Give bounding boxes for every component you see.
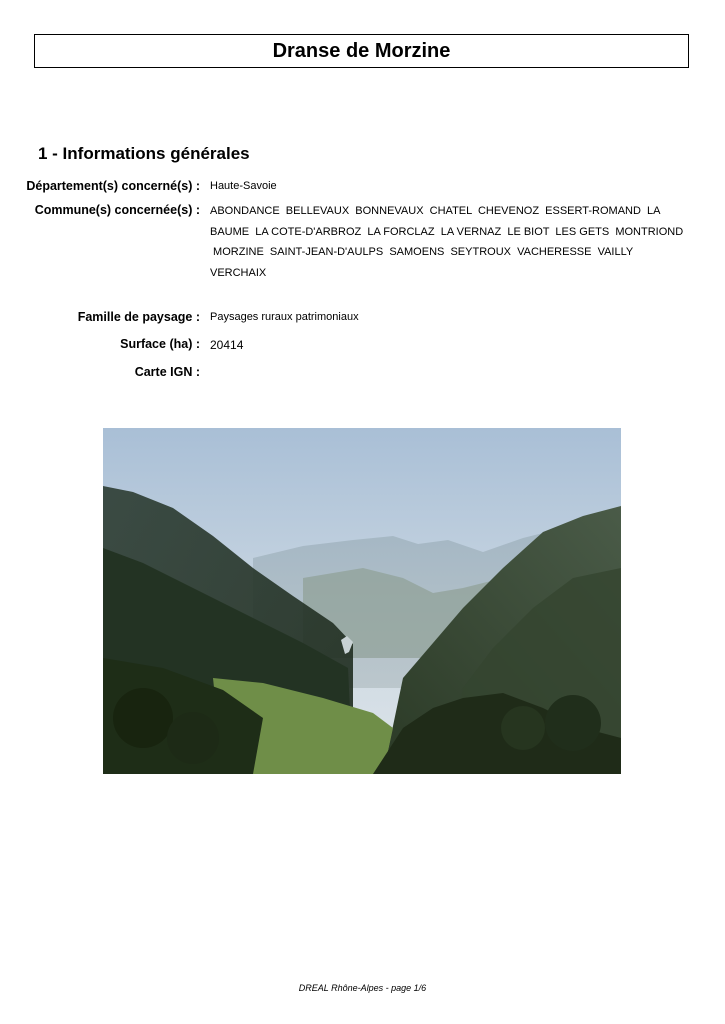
surface-label: Surface (ha) : xyxy=(120,337,200,351)
landscape-photo xyxy=(103,428,621,774)
communes-line: ABONDANCE BELLEVAUX BONNEVAUX CHATEL CHEVENOZ ESSERT-ROMAND LA xyxy=(210,205,661,217)
section-heading: 1 - Informations générales xyxy=(38,144,250,163)
communes-line: VERCHAIX xyxy=(210,267,267,280)
famille-label: Famille de paysage : xyxy=(77,310,200,324)
departement-label: Département(s) concerné(s) : xyxy=(26,179,200,193)
communes-line: BAUME LA COTE-D'ARBROZ LA FORCLAZ LA VERNAZ LE BIOT LES GETS MONTRIOND xyxy=(210,225,684,238)
communes-line: MORZINE SAINT-JEAN-D'AULPS SAMOENS SEYTROUX VACHERESSE VAILLY xyxy=(210,246,634,259)
page-title: Dranse de Morzine xyxy=(272,39,451,62)
carte-ign-label: Carte IGN : xyxy=(134,365,200,379)
page-footer: DREAL Rhône-Alpes - page 1/6 xyxy=(298,983,427,993)
departement-value: Haute-Savoie xyxy=(210,180,277,192)
surface-value: 20414 xyxy=(210,338,244,352)
communes-list xyxy=(210,201,690,284)
famille-value: Paysages ruraux patrimoniaux xyxy=(210,311,359,323)
title-box xyxy=(34,34,689,68)
communes-label: Commune(s) concernée(s) : xyxy=(34,203,200,217)
